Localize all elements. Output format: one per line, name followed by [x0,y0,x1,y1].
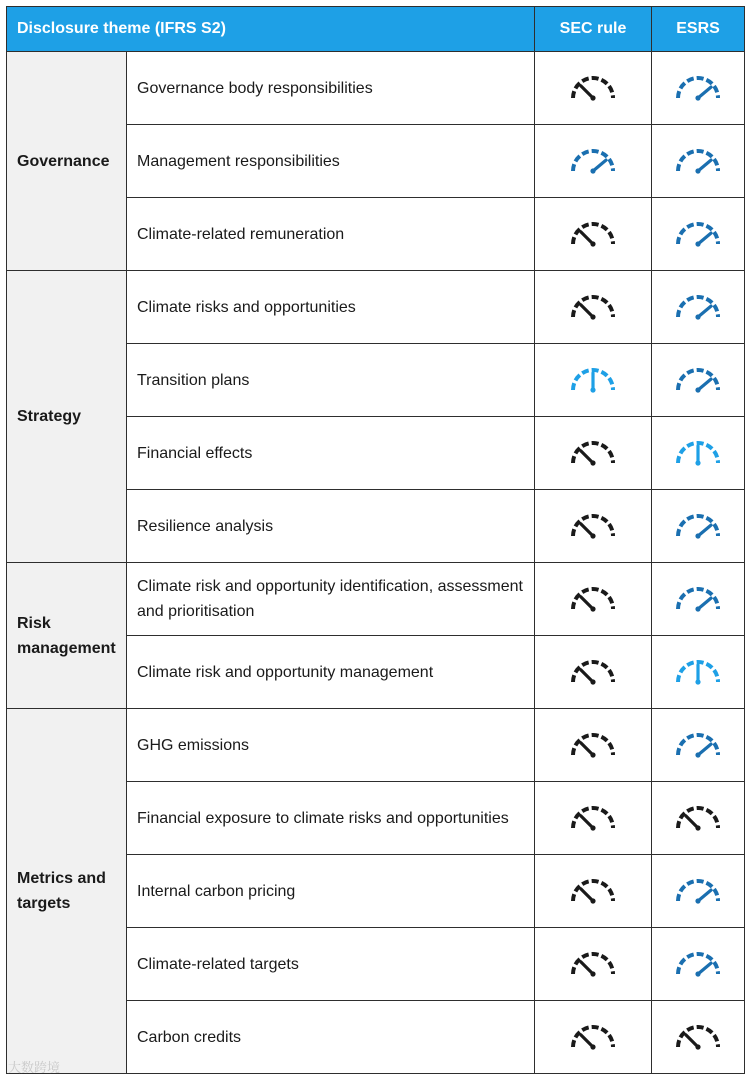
table-row [7,52,745,125]
watermark: 大数跨境 [8,1060,61,1075]
esrs-cell [652,490,745,563]
sec-rule-cell [535,1001,652,1074]
esrs-cell [652,417,745,490]
item-label: Climate risks and opportunities [127,271,535,344]
gauge-icon-high [675,218,721,250]
gauge-icon-low [570,291,616,323]
sec-rule-cell [535,709,652,782]
esrs-cell [652,125,745,198]
header-row [7,7,745,52]
item-label: Financial exposure to climate risks and opportunities [127,782,535,855]
esrs-cell [652,344,745,417]
group-label: Governance [7,52,127,271]
item-label: Carbon credits [127,1001,535,1074]
item-label: Transition plans [127,344,535,417]
item-label: Climate risk and opportunity management [127,636,535,709]
group-label: Strategy [7,271,127,563]
sec-rule-cell [535,928,652,1001]
group-label: Metrics and targets [7,709,127,1074]
esrs-cell [652,52,745,125]
sec-rule-cell [535,125,652,198]
gauge-icon-high [675,291,721,323]
esrs-cell [652,782,745,855]
gauge-icon-low [570,218,616,250]
gauge-icon-mid [570,364,616,396]
sec-rule-cell [535,344,652,417]
esrs-cell [652,1001,745,1074]
esrs-cell [652,855,745,928]
gauge-icon-low [570,72,616,104]
gauge-icon-mid [675,656,721,688]
gauge-icon-low [570,875,616,907]
sec-rule-cell [535,417,652,490]
gauge-icon-low [570,729,616,761]
gauge-icon-low [570,802,616,834]
esrs-cell [652,709,745,782]
gauge-icon-high [675,510,721,542]
item-label: GHG emissions [127,709,535,782]
item-label: Climate-related targets [127,928,535,1001]
item-label: Governance body responsibilities [127,52,535,125]
table-row [7,563,745,636]
item-label: Climate risk and opportunity identification, assessment and prioritisation [127,563,535,636]
gauge-icon-high [570,145,616,177]
gauge-icon-low [570,583,616,615]
header-esrs: ESRS [652,7,745,52]
gauge-icon-high [675,583,721,615]
table-row [7,271,745,344]
item-label: Resilience analysis [127,490,535,563]
header-disclosure-theme: Disclosure theme (IFRS S2) [7,7,535,52]
gauge-icon-high [675,72,721,104]
item-label: Management responsibilities [127,125,535,198]
sec-rule-cell [535,271,652,344]
item-label: Climate-related remuneration [127,198,535,271]
esrs-cell [652,563,745,636]
gauge-icon-low [570,656,616,688]
esrs-cell [652,928,745,1001]
header-sec-rule: SEC rule [535,7,652,52]
esrs-cell [652,271,745,344]
item-label: Internal carbon pricing [127,855,535,928]
sec-rule-cell [535,855,652,928]
gauge-icon-low [675,1021,721,1053]
sec-rule-cell [535,52,652,125]
sec-rule-cell [535,563,652,636]
item-label: Financial effects [127,417,535,490]
gauge-icon-high [675,145,721,177]
gauge-icon-low [675,802,721,834]
gauge-icon-mid [675,437,721,469]
sec-rule-cell [535,198,652,271]
esrs-cell [652,636,745,709]
gauge-icon-low [570,510,616,542]
gauge-icon-high [675,729,721,761]
gauge-icon-high [675,948,721,980]
group-label: Risk management [7,563,127,709]
gauge-icon-low [570,437,616,469]
gauge-icon-low [570,1021,616,1053]
sec-rule-cell [535,782,652,855]
disclosure-comparison-table [6,6,745,1074]
esrs-cell [652,198,745,271]
gauge-icon-high [675,875,721,907]
gauge-icon-high [675,364,721,396]
sec-rule-cell [535,490,652,563]
table-body [7,52,745,1074]
table-row [7,709,745,782]
gauge-icon-low [570,948,616,980]
sec-rule-cell [535,636,652,709]
